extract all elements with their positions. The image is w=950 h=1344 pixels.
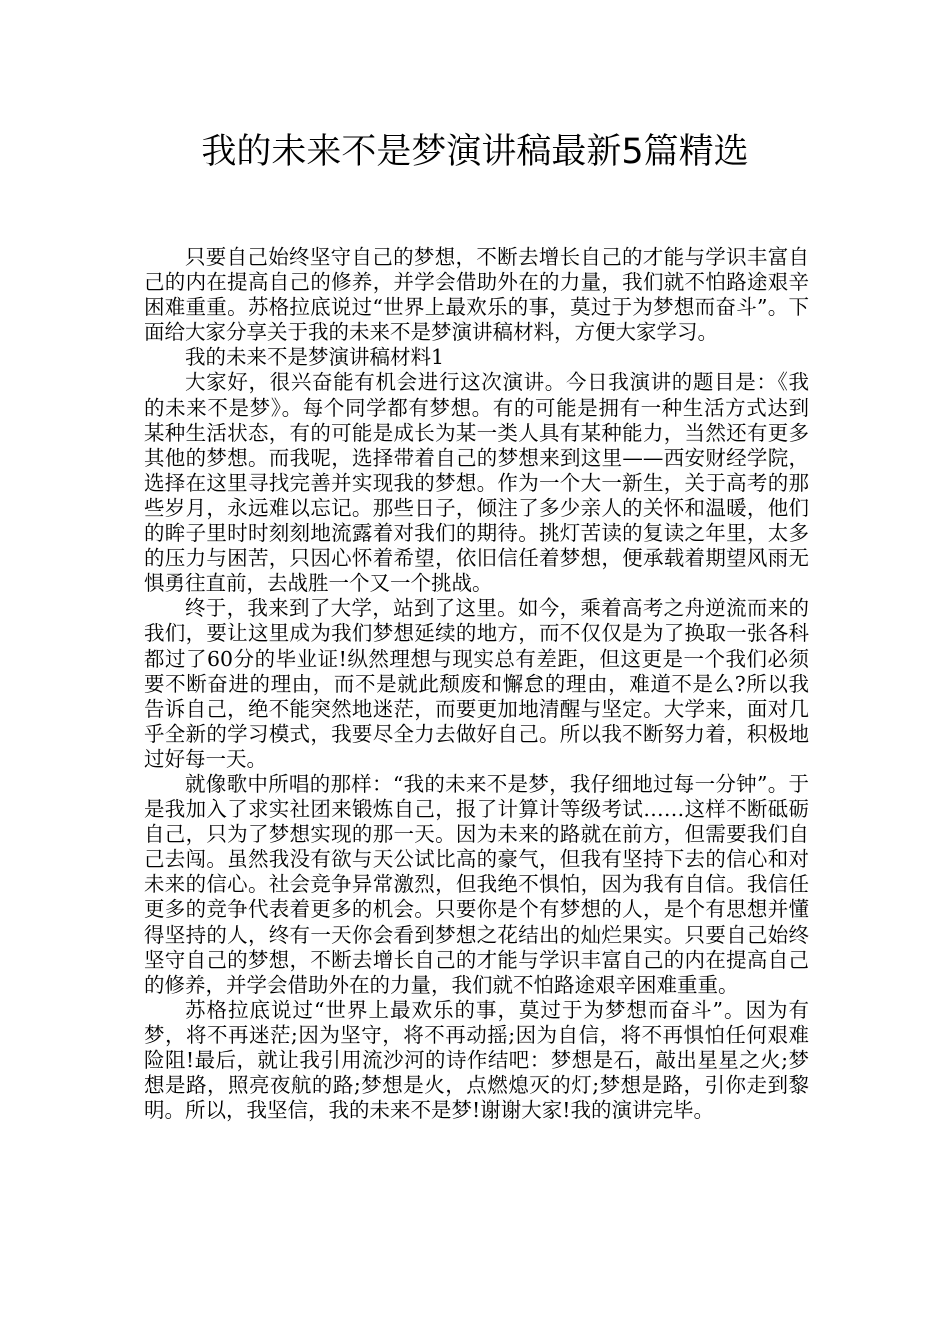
paragraph: 终于，我来到了大学，站到了这里。如今，乘着高考之舟逆流而来的我们，要让这里成为我们梦想延续的地方，而不仅仅是为了换取一张各科都过了60分的毕业证!纵然理想与现实总有差距，但这更是一个我们必须要不断奋进的理由，而不是就此颓废和懈怠的理由，难道不是么?所以我告诉自己，绝不能突然地迷茫，而要更加地清醒与坚定。大学来，面对几乎全新的学习模式，我要尽全力去做好自己。所以我不断努力着，积极地过好每一天。 [144,596,809,771]
section-heading: 我的未来不是梦演讲稿材料1 [185,345,445,370]
document-body [144,245,809,1123]
document-title: 我的未来不是梦演讲稿最新5篇精选 [201,132,749,172]
paragraph: 大家好，很兴奋能有机会进行这次演讲。今日我演讲的题目是：《我的未来不是梦》。每个同学都有梦想。有的可能是拥有一种生活方式达到某种生活状态，有的可能是成长为某一类人具有某种能力，当然还有更多其他的梦想。而我呢，选择带着自己的梦想来到这里——西安财经学院，选择在这里寻找完善并实现我的梦想。作为一个大一新生，关于高考的那些岁月，永远难以忘记。那些日子，倾注了多少亲人的关怀和温暖，他们的眸子里时时刻刻地流露着对我们的期待。挑灯苦读的复读之年里，太多的压力与困苦，只因心怀着希望，依旧信任着梦想，便承载着期望风雨无惧勇往直前，去战胜一个又一个挑战。 [144,370,809,596]
paragraph-intro: 只要自己始终坚守自己的梦想，不断去增长自己的才能与学识丰富自己的内在提高自己的修养，并学会借助外在的力量，我们就不怕路途艰辛困难重重。苏格拉底说过“世界上最欢乐的事，莫过于为梦想而奋斗”。下面给大家分享关于我的未来不是梦演讲稿材料，方便大家学习。 [144,245,809,345]
paragraph: 苏格拉底说过“世界上最欢乐的事，莫过于为梦想而奋斗”。因为有梦，将不再迷茫;因为坚守，将不再动摇;因为自信，将不再惧怕任何艰难险阻!最后，就让我引用流沙河的诗作结吧：梦想是石，敲出星星之火;梦想是路，照亮夜航的路;梦想是火，点燃熄灭的灯;梦想是路，引你走到黎明。所以，我坚信，我的未来不是梦!谢谢大家!我的演讲完毕。 [144,997,809,1123]
paragraph: 就像歌中所唱的那样：“我的未来不是梦，我仔细地过每一分钟”。于是我加入了求实社团来锻炼自己，报了计算计等级考试……这样不断砥砺自己，只为了梦想实现的那一天。因为未来的路就在前方，但需要我们自己去闯。虽然我没有欲与天公试比高的豪气，但我有坚持下去的信心和对未来的信心。社会竞争异常激烈，但我绝不惧怕，因为我有自信。我信任更多的竞争代表着更多的机会。只要你是个有梦想的人，是个有思想并懂得坚持的人，终有一天你会看到梦想之花结出的灿烂果实。只要自己始终坚守自己的梦想，不断去增长自己的才能与学识丰富自己的内在提高自己的修养，并学会借助外在的力量，我们就不怕路途艰辛困难重重。 [144,771,809,997]
